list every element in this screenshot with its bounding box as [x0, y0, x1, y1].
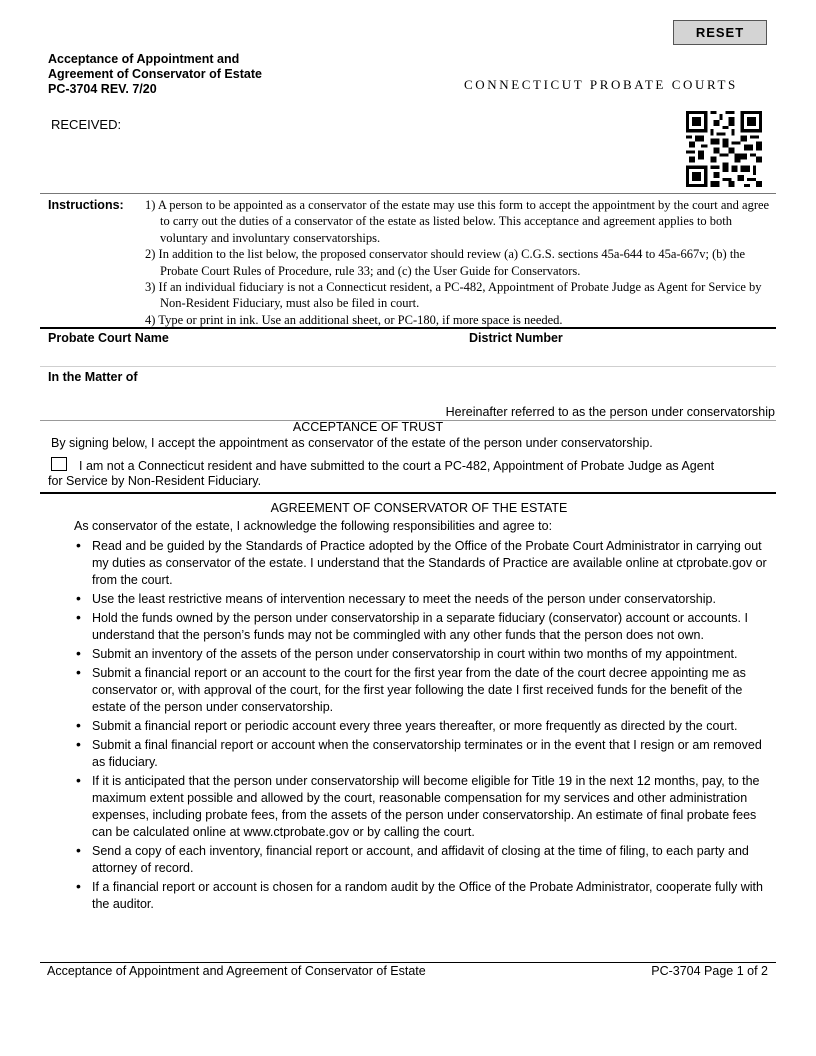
- hereinafter-label: Hereinafter referred to as the person under conservatorship: [445, 405, 775, 419]
- bullet-icon: •: [76, 645, 81, 661]
- instruction-item: 2) In addition to the list below, the proposed conservator should review (a) C.G.S. sections 45a-644 to 45a-667v; (b) the Probate Court Rules of Procedure, rule 33; and (c) the User Guide for Conservators.: [145, 247, 746, 278]
- divider: [40, 366, 776, 367]
- instruction-item: 4) Type or print in ink. Use an additional sheet, or PC-180, if more space is needed.: [145, 312, 563, 327]
- bullet-icon: •: [76, 878, 81, 894]
- list-item: [74, 610, 774, 644]
- footer-title: Acceptance of Appointment and Agreement of Conservator of Estate: [47, 964, 426, 978]
- list-item: [74, 665, 774, 716]
- district-number-label: District Number: [469, 331, 563, 345]
- instruction-item: 1) A person to be appointed as a conservator of the estate may use this form to accept the appointment by the court and agree to carry out the duties of a conservator of the estate as listed below. This acceptance and agreement applies to both voluntary and involuntary conservatorships.: [145, 198, 770, 245]
- divider: [40, 492, 776, 494]
- qr-code-icon: [686, 111, 762, 187]
- bullet-icon: •: [76, 842, 81, 858]
- probate-court-name-label: Probate Court Name: [48, 331, 169, 345]
- form-title-line2: Agreement of Conservator of Estate: [48, 67, 262, 81]
- list-item-text: Hold the funds owned by the person under conservatorship in a separate fiduciary (conservator) account or accounts. I understand that the person’s funds may not be commingled with any other funds that the person does not own.: [92, 611, 748, 642]
- form-title-line1: Acceptance of Appointment and: [48, 52, 240, 66]
- list-item-text: Use the least restrictive means of intervention necessary to meet the needs of the person under conservatorship.: [92, 592, 716, 606]
- list-item-text: Submit a financial report or periodic account every three years thereafter, or more frequently as directed by the court.: [92, 719, 738, 733]
- form-revision: 7/20: [132, 82, 157, 96]
- instructions-list: [145, 197, 773, 328]
- bullet-icon: •: [76, 772, 81, 788]
- divider: [40, 193, 776, 194]
- list-item: [74, 773, 774, 841]
- form-number-line: [48, 82, 262, 97]
- list-item: [74, 646, 774, 663]
- footer-divider: [40, 962, 776, 963]
- reset-button[interactable]: RESET: [673, 20, 767, 45]
- form-number: PC-3704 REV.: [48, 82, 129, 96]
- bullet-icon: •: [76, 537, 81, 553]
- list-item-text: Submit an inventory of the assets of the person under conservatorship in court within two months of my appointment.: [92, 647, 738, 661]
- list-item: [74, 718, 774, 735]
- in-the-matter-label: In the Matter of: [48, 370, 138, 384]
- bullet-icon: •: [76, 590, 81, 606]
- form-title: [48, 52, 262, 97]
- instruction-item: 3) If an individual fiduciary is not a Connecticut resident, a PC-482, Appointment of Probate Judge as Agent for Service by Non-Resident Fiduciary, must also be filed in court.: [145, 280, 762, 311]
- list-item: [74, 879, 774, 913]
- acceptance-title: ACCEPTANCE OF TRUST: [292, 420, 444, 434]
- list-item: [74, 737, 774, 771]
- list-item: [74, 591, 774, 608]
- footer-page-number: PC-3704 Page 1 of 2: [651, 964, 768, 978]
- court-name-header: CONNECTICUT PROBATE COURTS: [464, 77, 738, 92]
- agreement-title: AGREEMENT OF CONSERVATOR OF THE ESTATE: [270, 501, 568, 515]
- list-item-text: Read and be guided by the Standards of Practice adopted by the Office of the Probate Court Administrator in carrying out my duties as conservator of the estate. I understand that the Standards of Practice are available online at ctprobate.gov or from the court.: [92, 539, 767, 587]
- list-item: [74, 843, 774, 877]
- received-label: RECEIVED:: [51, 117, 122, 132]
- bullet-icon: •: [76, 736, 81, 752]
- list-item-text: Submit a final financial report or account when the conservatorship terminates or in the event that I resign or am removed as fiduciary.: [92, 738, 762, 769]
- bullet-icon: •: [76, 717, 81, 733]
- instructions-label: Instructions:: [48, 198, 124, 212]
- list-item-text: Send a copy of each inventory, financial report or account, and affidavit of closing at the time of filing, to each party and attorney of record.: [92, 844, 749, 875]
- non-resident-checkbox[interactable]: [51, 457, 67, 471]
- non-resident-text-line1: I am not a Connecticut resident and have submitted to the court a PC-482, Appointment of Probate Judge as Agent: [79, 459, 715, 473]
- acceptance-statement: By signing below, I accept the appointment as conservator of the estate of the person under conservatorship.: [51, 436, 653, 450]
- list-item-text: If it is anticipated that the person under conservatorship will become eligible for Title 19 in the next 12 months, pay, to the maximum extent possible and allowed by the court, reasonable compensation for my services and other administration expenses, including probate fees, from the assets of the person under conservatorship. An estimate of final probate fees can be calculated online at www.ctprobate.gov or by calling the court.: [92, 774, 760, 839]
- divider: [40, 327, 776, 329]
- agreement-intro: As conservator of the estate, I acknowledge the following responsibilities and agree to:: [74, 519, 553, 533]
- bullet-icon: •: [76, 609, 81, 625]
- list-item-text: Submit a financial report or an account to the court for the first year from the date of the court decree appointing me as conservator or, with approval of the court, for the first year following the date I first received funds for the benefit of the estate of the person under conservatorship.: [92, 666, 746, 714]
- list-item: [74, 538, 774, 589]
- list-item-text: If a financial report or account is chosen for a random audit by the Office of the Probate Administrator, cooperate fully with the auditor.: [92, 880, 763, 911]
- bullet-icon: •: [76, 664, 81, 680]
- responsibilities-list: [74, 538, 774, 915]
- non-resident-text-line2: for Service by Non-Resident Fiduciary.: [48, 474, 262, 488]
